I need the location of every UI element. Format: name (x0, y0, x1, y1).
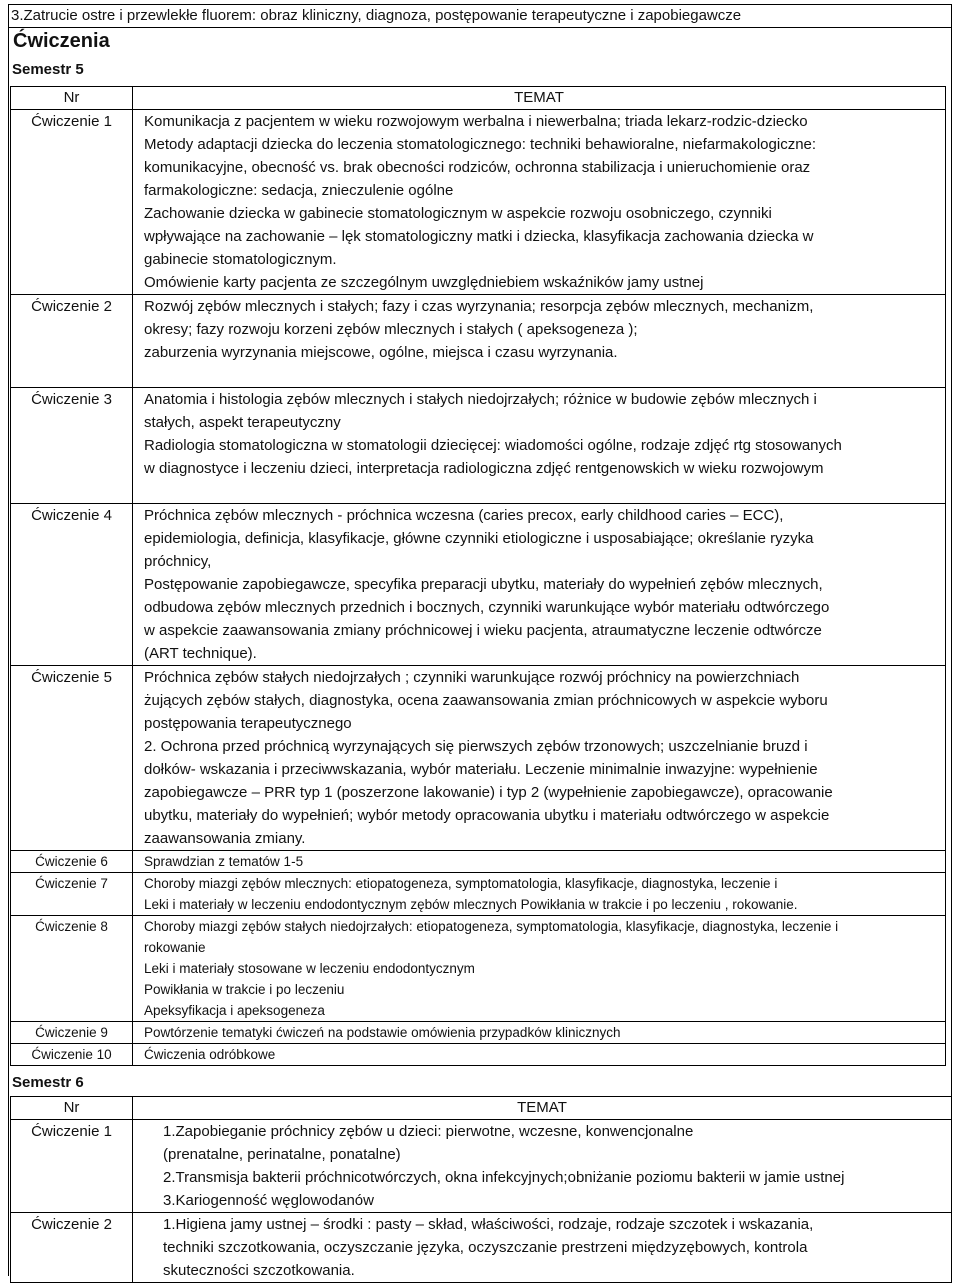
table-row (11, 851, 946, 873)
topic-line-text: Sprawdzian z tematów 1-5 (144, 854, 304, 869)
topic-line-text: techniki szczotkowania, oczyszczanie języka, oczyszczanie prestrzeni międzyzębowych, kontrola (163, 1239, 808, 1256)
page-heading: Ćwiczenia (13, 30, 110, 52)
row-topic (133, 666, 946, 851)
spacer (144, 364, 945, 387)
row-number: Ćwiczenie 8 (11, 916, 133, 1022)
topic-line-text: Ćwiczenia odróbkowe (144, 1047, 276, 1062)
topic-line-text: 2. Ochrona przed próchnicą wyrzynających się pierwszych zębów trzonowych; uszczelnianie bruzd i (144, 738, 808, 755)
topic-line-text: ubytku, materiały do wypełnień; wybór metody opracowania ubytku i materiału odtwórczego w aspekcie (144, 807, 830, 824)
table-row (11, 666, 946, 851)
topic-line-text: 3.Kariogenność węglowodanów (163, 1192, 374, 1209)
topic-line-text: Leki i materiały stosowane w leczeniu endodontycznym (144, 961, 475, 976)
column-header-temat: TEMAT (133, 87, 946, 110)
topic-line-text: Powtórzenie tematyki ćwiczeń na podstawie omówienia przypadków klinicznych (144, 1025, 621, 1040)
table-row (11, 873, 946, 916)
row-number: Ćwiczenie 7 (11, 873, 133, 916)
row-topic (133, 504, 946, 666)
topic-line-text: rokowanie (144, 940, 206, 955)
topic-line-text: okresy; fazy rozwoju korzeni zębów mlecznych i stałych ( apeksogeneza ); (144, 321, 638, 338)
topic-line: 3.Zatrucie ostre i przewlekłe fluorem: obraz kliniczny, diagnoza, postępowanie terapeutyczne i zapobiegawcze (8, 4, 952, 28)
row-topic (133, 110, 946, 295)
row-number: Ćwiczenie 5 (11, 666, 133, 851)
topic-line-text: wpływające na zachowanie – lęk stomatologiczny matki i dziecka, klasyfikacja zachowania dziecka w (144, 228, 814, 245)
topic-line-text: Radiologia stomatologiczna w stomatologii dziecięcej: wiadomości ogólne, rodzaje zdjęć rtg stosowanych (144, 437, 842, 454)
table-row (11, 1213, 952, 1283)
topic-line-text: zaburzenia wyrzynania miejscowe, ogólne, miejsca i czasu wyrzynania. (144, 344, 618, 361)
row-number: Ćwiczenie 3 (11, 388, 133, 504)
topic-line-text: 2.Transmisja bakterii próchnicotwórczych, okna infekcyjnych;obniżanie poziomu bakterii w jamie ustnej (163, 1169, 845, 1186)
topic-line-text: epidemiologia, definicja, klasyfikacje, główne czynniki etiologiczne i usposabiające; określanie ryzyka (144, 530, 814, 547)
row-number: Ćwiczenie 1 (11, 1120, 133, 1213)
table-header-row (11, 1097, 952, 1120)
topic-line-text: skuteczności szczotkowania. (163, 1262, 355, 1279)
semester-5-label: Semestr 5 (12, 61, 84, 78)
topic-line-text: żujących zębów stałych, diagnostyka, ocena zaawansowania zmian próchnicowych w aspekcie wyboru (144, 692, 828, 709)
topic-line-text: Choroby miazgi zębów mlecznych: etiopatogeneza, symptomatologia, klasyfikacje, diagnostyka, leczenie i (144, 876, 778, 891)
topic-line-text: Komunikacja z pacjentem w wieku rozwojowym werbalna i niewerbalna; triada lekarz-rodzic-dziecko (144, 113, 808, 130)
row-number: Ćwiczenie 2 (11, 1213, 133, 1283)
semester-5-table (10, 86, 946, 1066)
row-topic (133, 1120, 952, 1213)
topic-line-text: farmakologiczne: sedacja, znieczulenie ogólne (144, 182, 454, 199)
topic-line-text: w diagnostyce i leczeniu dzieci, interpretacja radiologiczna zdjęć rentgenowskich w wieku rozwojowym (144, 460, 824, 477)
row-number: Ćwiczenie 1 (11, 110, 133, 295)
topic-line-text: Rozwój zębów mlecznych i stałych; fazy i czas wyrzynania; resorpcja zębów mlecznych, mechanizm, (144, 298, 814, 315)
row-topic (133, 1213, 952, 1283)
table-header-row (11, 87, 946, 110)
row-topic (133, 1022, 946, 1044)
table-row (11, 110, 946, 295)
table-row (11, 1120, 952, 1213)
table-row (11, 916, 946, 1022)
topic-line-text: odbudowa zębów mlecznych przednich i bocznych, czynniki warunkujące wybór materiału odtwórczego (144, 599, 830, 616)
topic-line-text: Choroby miazgi zębów stałych niedojrzałych: etiopatogeneza, symptomatologia, klasyfikacje, diagnostyka, leczenie i (144, 919, 839, 934)
topic-line-text: (prenatalne, perinatalne, ponatalne) (163, 1146, 401, 1163)
topic-line-text: zaawansowania zmiany. (144, 830, 306, 847)
row-topic (133, 916, 946, 1022)
column-header-temat: TEMAT (133, 1097, 952, 1120)
topic-line-text: Apeksyfikacja i apeksogeneza (144, 1003, 325, 1018)
semester-6-table (10, 1096, 952, 1283)
topic-line-text: stałych, aspekt terapeutyczny (144, 414, 341, 431)
topic-line-text: 1.Higiena jamy ustnej – środki : pasty – skład, właściwości, rodzaje, rodzaje szczotek i wskazania, (163, 1216, 814, 1233)
table-row (11, 295, 946, 388)
table-row (11, 1022, 946, 1044)
topic-line-text: Powikłania w trakcie i po leczeniu (144, 982, 345, 997)
topic-line-text: Metody adaptacji dziecka do leczenia stomatologicznego: techniki behawioralne, niefarmakologiczne: (144, 136, 817, 153)
row-number: Ćwiczenie 10 (11, 1044, 133, 1066)
table-row (11, 504, 946, 666)
column-header-nr: Nr (11, 87, 133, 110)
topic-line-text: zapobiegawcze – PRR typ 1 (poszerzone lakowanie) i typ 2 (wypełnienie zapobiegawcze), opracowanie (144, 784, 833, 801)
topic-line-text: Zachowanie dziecka w gabinecie stomatologicznym w aspekcie rozwoju osobniczego, czynniki (144, 205, 772, 222)
topic-line-text: w aspekcie zaawansowania zmiany próchnicowej i wieku pacjenta, atraumatyczne leczenie odtwórcze (144, 622, 822, 639)
spacer (144, 480, 945, 503)
row-number: Ćwiczenie 9 (11, 1022, 133, 1044)
row-topic (133, 873, 946, 916)
topic-line-text: komunikacyjne, obecność vs. brak obecności rodziców, ochronna stabilizacja i unieruchomienie oraz (144, 159, 811, 176)
row-number: Ćwiczenie 6 (11, 851, 133, 873)
row-topic (133, 295, 946, 388)
semester-6-label: Semestr 6 (12, 1074, 84, 1091)
topic-line-text: Postępowanie zapobiegawcze, specyfika preparacji ubytku, materiały do wypełnień zębów mlecznych, (144, 576, 823, 593)
topic-line-text: próchnicy, (144, 553, 212, 570)
topic-line-text: Próchnica zębów mlecznych - próchnica wczesna (caries precox, early childhood caries – ECC), (144, 507, 784, 524)
topic-line-text: Próchnica zębów stałych niedojrzałych ; czynniki warunkujące rozwój próchnicy na powierzchniach (144, 669, 800, 686)
row-topic (133, 1044, 946, 1066)
topic-line-text: gabinecie stomatologicznym. (144, 251, 337, 268)
column-header-nr: Nr (11, 1097, 133, 1120)
row-number: Ćwiczenie 4 (11, 504, 133, 666)
table-row (11, 1044, 946, 1066)
row-topic (133, 851, 946, 873)
topic-line-text: 1.Zapobieganie próchnicy zębów u dzieci: pierwotne, wczesne, konwencjonalne (163, 1123, 694, 1140)
row-number: Ćwiczenie 2 (11, 295, 133, 388)
topic-line-text: postępowania terapeutycznego (144, 715, 352, 732)
topic-line-text: Omówienie karty pacjenta ze szczególnym uwzględniebiem wskaźników jamy ustnej (144, 274, 704, 291)
topic-line-text: Leki i materiały w leczeniu endodontycznym zębów mlecznych Powikłania w trakcie i po leczeniu , rokowanie. (144, 897, 798, 912)
topic-line-text: (ART technique). (144, 645, 257, 662)
topic-line-text: dołków- wskazania i przeciwwskazania, wybór materiału. Leczenie minimalnie inwazyjne: wypełnienie (144, 761, 818, 778)
table-row (11, 388, 946, 504)
topic-line-text: Anatomia i histologia zębów mlecznych i stałych niedojrzałych; różnice w budowie zębów mlecznych i (144, 391, 817, 408)
row-topic (133, 388, 946, 504)
